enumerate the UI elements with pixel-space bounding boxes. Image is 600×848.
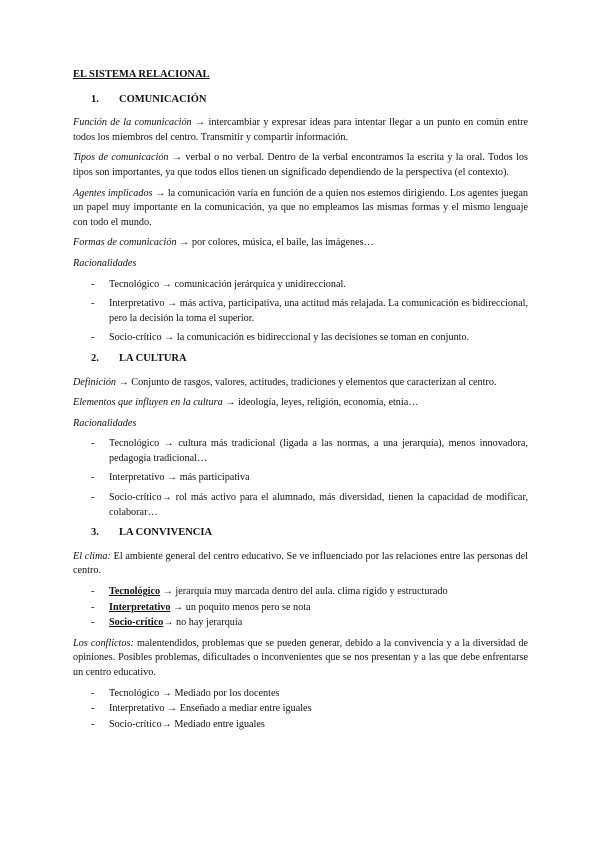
section-heading-cultura [73, 352, 528, 367]
list-item: - Interpretativo → más participativa [91, 472, 250, 484]
paragraph-label: Definición [73, 376, 117, 388]
document-page [73, 68, 528, 738]
list-item: - Socio-crítico→ no hay jerarquía [91, 617, 243, 629]
list-item: - Socio-crítico→ Mediado entre iguales [91, 718, 265, 730]
section-number: 3. [91, 527, 99, 539]
paragraph-text: → intercambiar y expresar ideas para intentar llegar a un punto en común entre todos los miembros del centro. Transmitir y compartir información. [73, 117, 528, 143]
section-number: 1. [91, 93, 99, 105]
list-item: - Interpretativo → más activa, participativa, una actitud más relajada. La comunicación es bidireccional, pero la decisión la toma el superior. [91, 298, 528, 324]
list-item: - Tecnológico → jerarquía muy marcada dentro del aula. clima rígido y estructurado [91, 586, 448, 598]
section-title: LA CULTURA [119, 352, 187, 364]
list-item: - Tecnológico → cultura más tradicional (ligada a las normas, a una jerarquía), menos innovadora, pedagogía tradicional… [91, 438, 528, 464]
conflictos-list [73, 687, 528, 733]
list-item: - Socio-crítico → la comunicación es bidireccional y las decisiones se toman en conjunto. [91, 332, 470, 344]
paragraph-text: malentendidos, problemas que se pueden generar, debido a la convivencia y a la diversidad de opiniones. Posibles problemas, dificultades o inconvenientes que se nos presentan y a las que debe enfrentarse un centro educativo. [73, 637, 528, 678]
paragraph-text: → ideología, leyes, religión, economía, etnia… [222, 397, 419, 409]
paragraph-text: → por colores, música, el baile, las imágenes… [176, 237, 374, 249]
list-item: - Interpretativo → Enseñado a mediar entre iguales [91, 703, 312, 715]
section-heading-comunicacion [73, 93, 528, 108]
paragraph-clima [73, 550, 528, 579]
paragraph-funcion [73, 116, 528, 145]
paragraph-label: Agentes implicados [73, 187, 153, 199]
racionalidades-list [73, 437, 528, 520]
paragraph-label: El clima: [73, 550, 111, 562]
paragraph-label: Formas de comunicación [73, 237, 177, 249]
paragraph-elementos [73, 396, 528, 411]
paragraph-conflictos [73, 637, 528, 681]
racionalidades-label: Racionalidades [73, 257, 137, 269]
racionalidades-list [73, 278, 528, 346]
paragraph-definicion [73, 376, 528, 391]
section-title: LA CONVIVENCIA [119, 527, 213, 539]
section-title: COMUNICACIÓN [119, 93, 207, 105]
paragraph-formas [73, 236, 528, 251]
paragraph-label: Los conflictos: [73, 637, 134, 649]
paragraph-text: El ambiente general del centro educativo. Se ve influenciado por las relaciones entre las personas del centro. [73, 550, 528, 577]
paragraph-agentes [73, 187, 528, 231]
list-item: - Socio-crítico→ rol más activo para el alumnado, más diversidad, tienen la capacidad de modificar, colaborar… [91, 492, 528, 518]
list-item: - Tecnológico → Mediado por los docentes [91, 687, 280, 699]
list-item: - Tecnológico → comunicación jerárquica y unidireccional. [91, 278, 346, 290]
section-number: 2. [91, 352, 99, 364]
paragraph-label: Función de la comunicación [73, 117, 192, 129]
paragraph-text: → verbal o no verbal. Dentro de la verbal encontramos la escrita y la oral. Todos los tipos son importantes, ya que todos ellos tienen un significado dependiendo de la perspectiva (el contexto). [73, 152, 528, 178]
paragraph-text: → Conjunto de rasgos, valores, actitudes, tradiciones y elementos que caracterizan al centro. [116, 376, 497, 388]
paragraph-label: Tipos de comunicación [73, 152, 169, 164]
paragraph-label: Elementos que influyen en la cultura [73, 397, 223, 409]
paragraph-tipos [73, 151, 528, 180]
list-item: - Interpretativo → un poquito menos pero se nota [91, 601, 311, 613]
document-title: EL SISTEMA RELACIONAL [73, 69, 210, 80]
paragraph-text: → la comunicación varía en función de a quien nos estemos dirigiendo. Los agentes juegan un papel muy importante en la comunicación, ya que no empleamos las mismas formas y el mismo lenguaje con todo el mundo. [73, 187, 528, 228]
section-heading-convivencia [73, 526, 528, 541]
clima-list [73, 585, 528, 631]
racionalidades-label: Racionalidades [73, 417, 137, 429]
